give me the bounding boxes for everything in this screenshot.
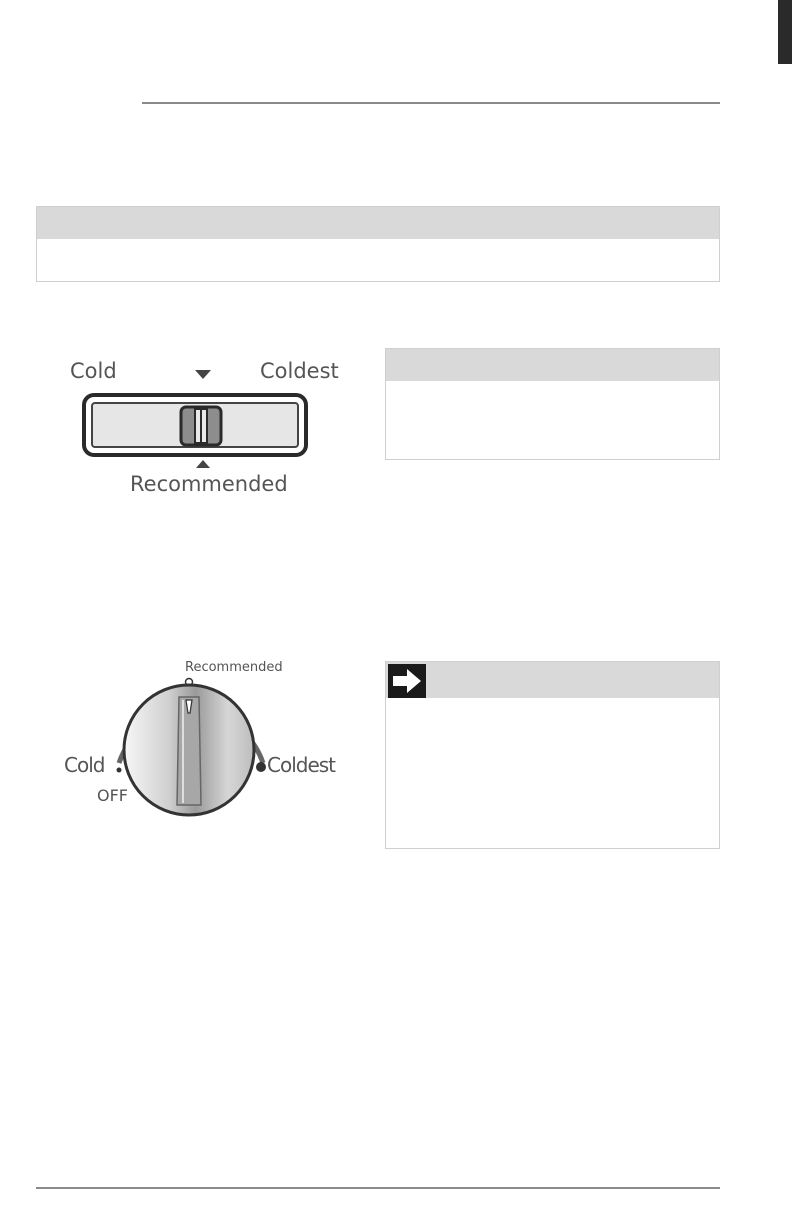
slider-label-cold: Cold: [70, 359, 117, 383]
slider-down-arrow-icon: [195, 370, 211, 379]
slider-up-arrow-icon: [196, 460, 210, 468]
dial-cold-dot: [117, 768, 122, 773]
dial-control: [55, 655, 345, 825]
page-edge-tab: [778, 0, 792, 64]
info-banner-header: [37, 207, 719, 239]
note-box-1: [385, 348, 720, 460]
dial-label-coldest: Coldest: [267, 753, 336, 777]
slider-label-coldest: Coldest: [260, 359, 339, 383]
note-box-1-header: [386, 349, 719, 381]
dial-label-off: OFF: [97, 786, 128, 805]
arrow-right-icon: [388, 664, 426, 698]
slider-control: [60, 355, 350, 500]
note-box-2: [385, 661, 720, 849]
note-box-2-header: [386, 662, 719, 698]
dial-label-cold: Cold: [64, 753, 105, 777]
slider-label-recommended: Recommended: [130, 472, 288, 496]
footer-rule: [36, 1187, 720, 1189]
header-rule: [142, 102, 720, 104]
info-banner: [36, 206, 720, 282]
dial-coldest-dot: [256, 762, 266, 772]
dial-label-recommended: Recommended: [185, 660, 283, 675]
